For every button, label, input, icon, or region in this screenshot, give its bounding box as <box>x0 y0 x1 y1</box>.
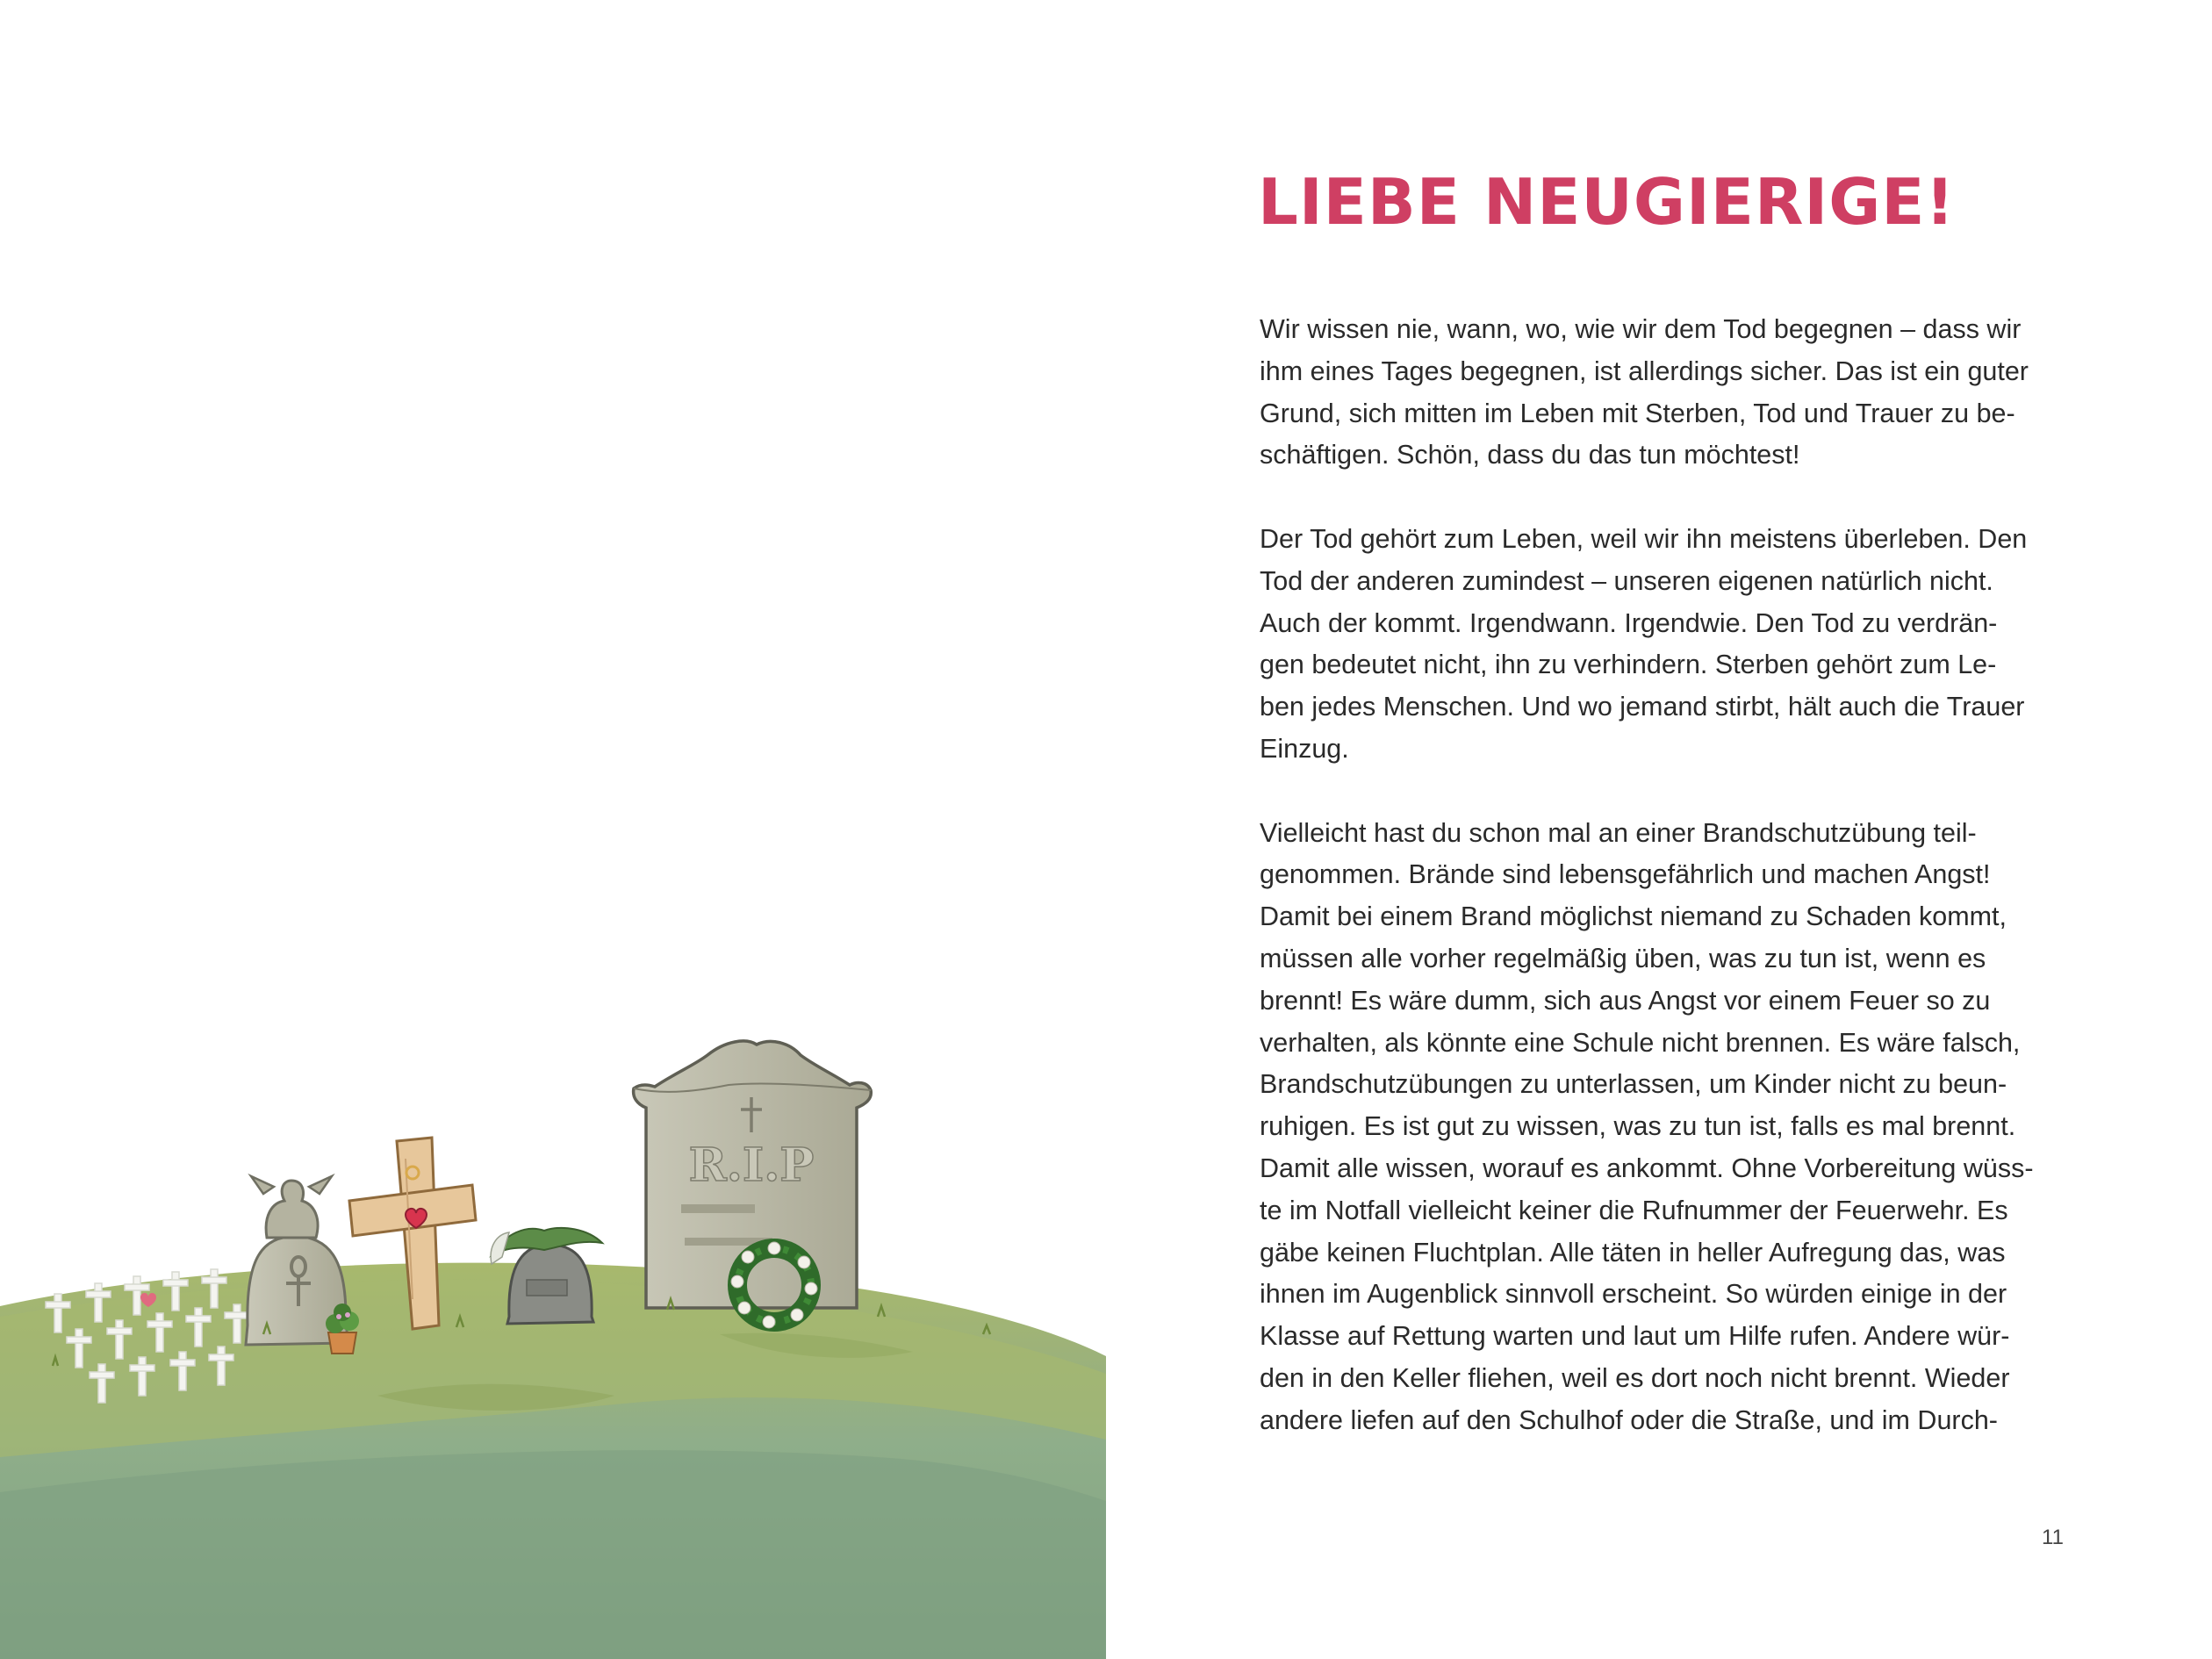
paragraph-3 <box>1260 813 2076 1442</box>
text-line: ben jedes Menschen. Und wo jemand stirbt, hält auch die Trauer <box>1260 692 2025 722</box>
text-line: Auch der kommt. Irgendwann. Irgendwie. Den Tod zu verdrän- <box>1260 607 1998 638</box>
text-line: Brandschutzübungen zu unterlassen, um Kinder nicht zu beun- <box>1260 1069 2007 1100</box>
text-line: ihm eines Tages begegnen, ist allerdings sicher. Das ist ein guter <box>1260 356 2029 386</box>
text-line: verhalten, als könnte eine Schule nicht brennen. Es wäre falsch, <box>1260 1027 2021 1058</box>
text-line: Wir wissen nie, wann, wo, wie wir dem Tod begegnen – dass wir <box>1260 314 2022 344</box>
text-line: schäftigen. Schön, dass du das tun möchtest! <box>1260 440 1800 470</box>
text-line: ihnen im Augenblick sinnvoll erscheint. So würden einige in der <box>1260 1279 2007 1310</box>
text-line: müssen alle vorher regelmäßig üben, was zu tun ist, wenn es <box>1260 943 1986 973</box>
text-line: Der Tod gehört zum Leben, weil wir ihn meistens überleben. Den <box>1260 523 2028 554</box>
text-line: genommen. Brände sind lebensgefährlich und machen Angst! <box>1260 859 1991 890</box>
page-title: LIEBE NEUGIERIGE! <box>1258 165 1956 239</box>
text-line: Damit alle wissen, worauf es ankommt. Ohne Vorbereitung wüss- <box>1260 1153 2034 1183</box>
text-line: brennt! Es wäre dumm, sich aus Angst vor einem Feuer so zu <box>1260 985 1991 1016</box>
text-line: ruhigen. Es ist gut zu wissen, was zu tun ist, falls es mal brennt. <box>1260 1111 2016 1142</box>
paragraph-2 <box>1260 519 2076 771</box>
text-line: Damit bei einem Brand möglichst niemand zu Schaden kommt, <box>1260 901 2007 932</box>
text-line: Grund, sich mitten im Leben mit Sterben, Tod und Trauer zu be- <box>1260 398 2015 428</box>
text-line: Einzug. <box>1260 733 1349 764</box>
text-line: Tod der anderen zumindest – unseren eigenen natürlich nicht. <box>1260 565 1993 596</box>
text-line: gäbe keinen Fluchtplan. Alle täten in heller Aufregung das, was <box>1260 1237 2006 1268</box>
body-text <box>1260 309 2076 1483</box>
text-line: gen bedeutet nicht, ihn zu verhindern. Sterben gehört zum Le- <box>1260 650 1997 680</box>
text-line: Vielleicht hast du schon mal an einer Brandschutzübung teil- <box>1260 817 1977 848</box>
text-line: Klasse auf Rettung warten und laut um Hilfe rufen. Andere wür- <box>1260 1321 2010 1352</box>
right-page <box>1106 0 2212 1659</box>
text-line: den in den Keller fliehen, weil es dort noch nicht brennt. Wieder <box>1260 1362 2010 1393</box>
text-line: te im Notfall vielleicht keiner die Rufnummer der Feuerwehr. Es <box>1260 1195 2008 1225</box>
hill-shadow <box>0 1450 1106 1659</box>
text-line: andere liefen auf den Schulhof oder die Straße, und im Durch- <box>1260 1404 1998 1435</box>
paragraph-1 <box>1260 309 2076 477</box>
tombstone-inscription: R.I.P <box>688 1138 815 1192</box>
page-number: 11 <box>2042 1526 2064 1549</box>
